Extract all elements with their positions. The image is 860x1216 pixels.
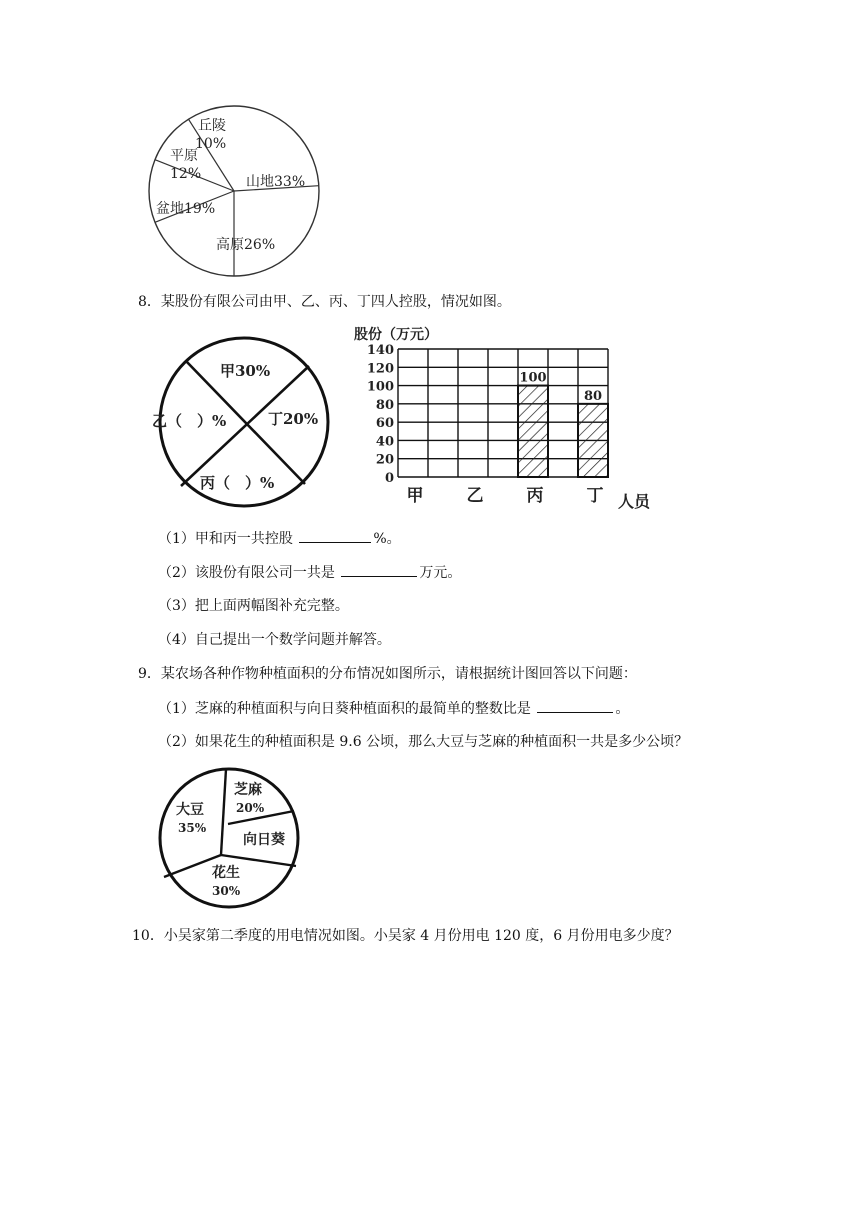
q8-sub2-answer-blank[interactable]	[341, 562, 417, 577]
q8-share-pie-chart	[148, 334, 340, 512]
q9-sub1-prefix: （1）芝麻的种植面积与向日葵种植面积的最简单的整数比是	[158, 701, 531, 717]
bar-ytick-label: 20	[375, 452, 394, 468]
q9-sub1-answer-blank[interactable]	[537, 698, 613, 713]
q9-sub1	[158, 698, 629, 719]
q8-sub4: （4）自己提出一个数学问题并解答。	[158, 632, 391, 648]
q8-share-bar-chart	[350, 325, 660, 517]
terrain-label-qiuling-pct: 10%	[195, 136, 227, 152]
q9-pie-label-zhima: 芝麻	[234, 782, 262, 798]
q9-pie-label-huasheng-pct: 30%	[212, 884, 241, 898]
bar-data-label-丁: 80	[583, 388, 603, 404]
q9-sub2: （2）如果花生的种植面积是 9.6 公顷，那么大豆与芝麻的种植面积一共是多少公顷？	[158, 734, 689, 750]
q9-crop-pie-chart	[146, 764, 312, 912]
terrain-pie-chart	[140, 100, 330, 280]
q9-pie-label-dadou: 大豆	[176, 802, 204, 818]
terrain-label-pingyuan-pct: 12%	[170, 166, 202, 182]
q8-pie-label-jia: 甲30%	[220, 362, 271, 380]
bar-xtick-label-乙: 乙	[466, 486, 484, 506]
terrain-label-pingyuan: 平原	[170, 148, 198, 164]
q9-pie-label-xiangrikui: 向日葵	[243, 832, 285, 848]
q9-sub1-suffix: 。	[615, 701, 630, 717]
q8-stem	[138, 292, 511, 312]
bar-chart-xlabel: 人员	[618, 492, 651, 511]
bar-ytick-label: 80	[375, 397, 394, 413]
bar-ytick-label: 40	[375, 434, 394, 450]
q8-sub1-answer-blank[interactable]	[299, 528, 371, 543]
terrain-label-pendi: 盆地19%	[156, 201, 216, 217]
q8-pie-label-ding: 丁20%	[268, 410, 319, 428]
q8-text: 某股份有限公司由甲、乙、丙、丁四人控股，情况如图。	[160, 294, 511, 310]
q10-number: 10．	[132, 928, 164, 944]
bar-xtick-label-丁: 丁	[586, 486, 604, 506]
q9-stem	[138, 664, 637, 684]
q8-sub1-suffix: %。	[373, 531, 401, 547]
q8-sub1	[158, 528, 401, 549]
q8-sub2	[158, 562, 461, 583]
q8-sub3: （3）把上面两幅图补充完整。	[158, 598, 349, 614]
q10-stem	[132, 926, 679, 946]
bar-ytick-label: 120	[366, 361, 394, 377]
q9-text: 某农场各种作物种植面积的分布情况如图所示，请根据统计图回答以下问题：	[160, 666, 637, 682]
q8-sub2-suffix: 万元。	[419, 565, 462, 581]
q8-sub1-prefix: （1）甲和丙一共控股	[158, 531, 293, 547]
bar-data-label-丙: 100	[519, 370, 547, 386]
q8-pie-label-bing: 丙（ ）%	[200, 474, 275, 492]
bar-ytick-label: 0	[384, 471, 394, 486]
bar-ytick-label: 60	[375, 416, 394, 432]
q8-number: 8．	[138, 294, 161, 310]
terrain-label-shandi: 山地33%	[246, 174, 306, 190]
terrain-label-qiuling: 丘陵	[198, 118, 226, 134]
bar-丙	[518, 386, 548, 477]
bar-ytick-label: 140	[366, 343, 394, 358]
q9-pie-label-dadou-pct: 35%	[178, 821, 207, 835]
bar-丁	[578, 404, 608, 477]
q9-number: 9．	[138, 666, 161, 682]
q10-text: 小吴家第二季度的用电情况如图。小吴家 4 月份用电 120 度，6 月份用电多少度？	[163, 928, 679, 944]
bar-ytick-label: 100	[366, 379, 394, 395]
terrain-label-gaoyuan: 高原26%	[216, 237, 276, 253]
q9-pie-label-huasheng: 花生	[212, 865, 240, 881]
bar-xtick-label-丙: 丙	[526, 486, 544, 506]
bar-chart-title: 股份（万元）	[354, 327, 438, 343]
q8-pie-label-yi: 乙（ ）%	[152, 412, 227, 430]
bar-xtick-label-甲: 甲	[406, 486, 424, 506]
q9-pie-label-zhima-pct: 20%	[236, 801, 265, 815]
q8-sub2-prefix: （2）该股份有限公司一共是	[158, 565, 335, 581]
